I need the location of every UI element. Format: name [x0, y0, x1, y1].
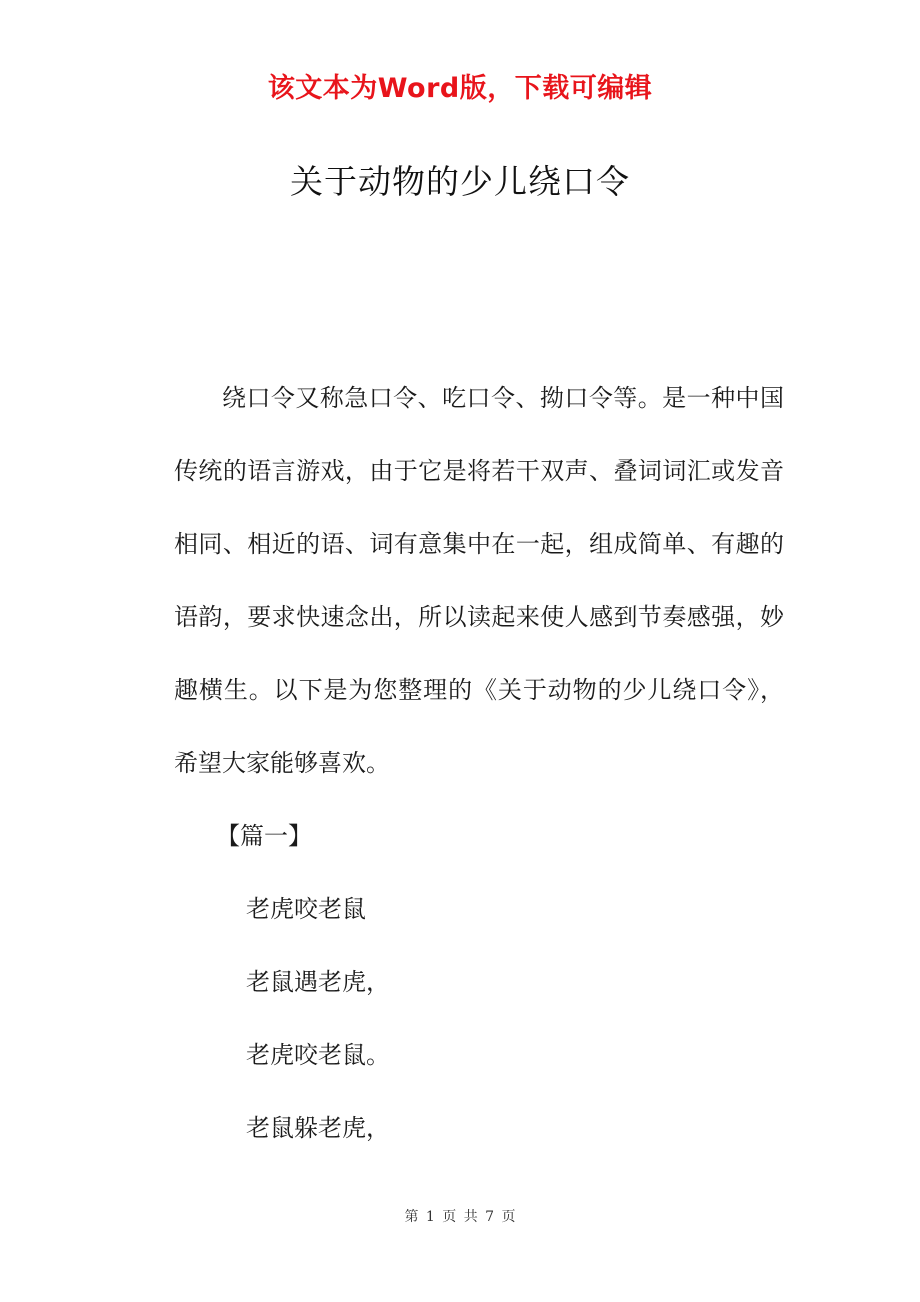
page-number-footer: 第 1 页 共 7 页 [404, 1209, 516, 1225]
verse-line: 老虎咬老鼠 [246, 895, 366, 923]
document-title: 关于动物的少儿绕口令 [290, 162, 630, 201]
verse-line: 老鼠遇老虎， [246, 968, 390, 996]
verse-line: 老鼠躲老虎， [246, 1114, 390, 1142]
editable-notice-banner: 该文本为Word版，下载可编辑 [267, 73, 653, 104]
section-heading: 【篇一】 [216, 822, 312, 850]
document-body [174, 374, 784, 1165]
verse-line: 老虎咬老鼠。 [246, 1041, 390, 1069]
intro-paragraph: 绕口令又称急口令、吃口令、拗口令等。是一种中国传统的语言游戏，由于它是将若干双声、叠词词汇或发音相同、相近的语、词有意集中在一起，组成简单、有趣的语韵，要求快速念出，所以读起来使人感到节奏感强，妙趣横生。以下是为您整理的《关于动物的少儿绕口令》，希望大家能够喜欢。 [174, 384, 784, 777]
